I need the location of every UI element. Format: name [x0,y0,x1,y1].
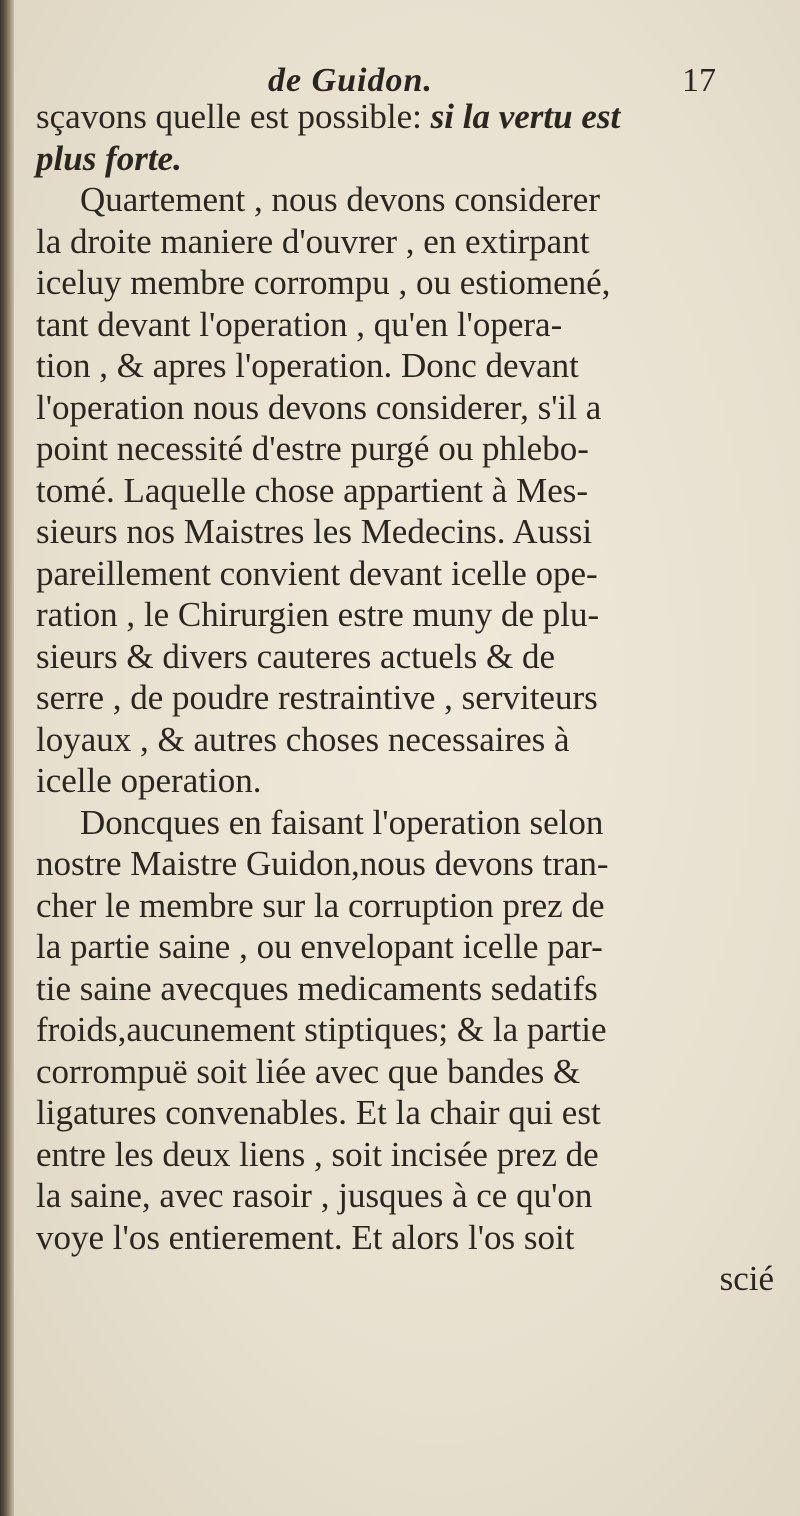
text-line [36,1092,776,1134]
text-line [36,470,776,512]
text-line [36,179,776,221]
text-roman: tion , & apres l'operation. Donc devant [36,346,579,385]
text-line [36,428,776,470]
text-line [36,511,776,553]
text-roman: cher le membre sur la corruption prez de [36,885,605,925]
text-roman: entre les deux liens , soit incisée prez de [36,1134,599,1174]
text-line [36,304,776,346]
text-roman: Doncques en faisant l'operation selon [80,802,604,842]
text-roman: la droite maniere d'ouvrer , en extirpant [36,221,590,261]
text-line [36,843,776,885]
text-roman: froids,aucunement stiptiques; & la partie [36,1010,607,1049]
text-line [36,138,776,180]
text-roman: ration , le Chirurgien estre muny de plu- [36,595,600,634]
catchword: scié [719,1259,774,1298]
text-line [36,719,776,761]
text-line [36,636,776,678]
text-line [36,1175,776,1217]
text-line [36,1134,776,1176]
text-line [36,802,776,844]
text-roman: la partie saine , ou envelopant icelle par- [36,927,603,966]
body-text [36,96,776,1300]
text-roman: iceluy membre corrompu , ou estiomené, [36,263,611,302]
text-line [36,387,776,429]
text-roman: loyaux , & autres choses necessaires à [36,719,570,759]
page-number: 17 [682,62,716,99]
text-line [36,926,776,968]
text-line [36,262,776,304]
text-line [36,1009,776,1051]
text-roman: ligatures convenables. Et la chair qui est [36,1093,601,1132]
text-italic: si la vertu est [430,97,621,136]
text-line [36,1217,776,1259]
text-roman: sçavons quelle est possible: [36,97,431,136]
text-line [36,885,776,927]
text-roman: nostre Maistre Guidon,nous devons tran- [36,844,609,883]
text-italic: plus forte. [36,138,182,178]
text-roman: voye l'os entierement. Et alors l'os soit [36,1217,575,1257]
text-roman: point necessité d'estre purgé ou phlebo- [36,429,589,468]
text-line [36,1051,776,1093]
text-line [36,677,776,719]
text-roman: Quartement , nous devons considerer [80,180,600,219]
text-line [36,345,776,387]
text-line [36,221,776,263]
text-roman: serre , de poudre restraintive , serviteurs [36,678,598,717]
text-line [36,96,776,138]
text-roman: tomé. Laquelle chose appartient à Mes- [36,470,589,510]
text-roman: tie saine avecques medicaments sedatifs [36,968,598,1008]
text-roman: pareillement convient devant icelle ope- [36,553,598,593]
text-roman: sieurs nos Maistres les Medecins. Aussi [36,512,593,551]
text-roman: icelle operation. [36,761,262,800]
binding-gutter [0,0,14,1516]
text-roman: l'operation nous devons considerer, s'il a [36,387,602,427]
text-line [36,968,776,1010]
text-line [36,553,776,595]
text-line [36,594,776,636]
text-roman: sieurs & divers cauteres actuels & de [36,636,555,676]
text-roman: tant devant l'operation , qu'en l'opera- [36,304,563,344]
running-title: de Guidon. [268,62,433,99]
text-roman: corrompuë soit liée avec que bandes & [36,1051,581,1091]
text-line [36,760,776,802]
text-roman: la saine, avec rasoir , jusques à ce qu'on [36,1176,593,1215]
